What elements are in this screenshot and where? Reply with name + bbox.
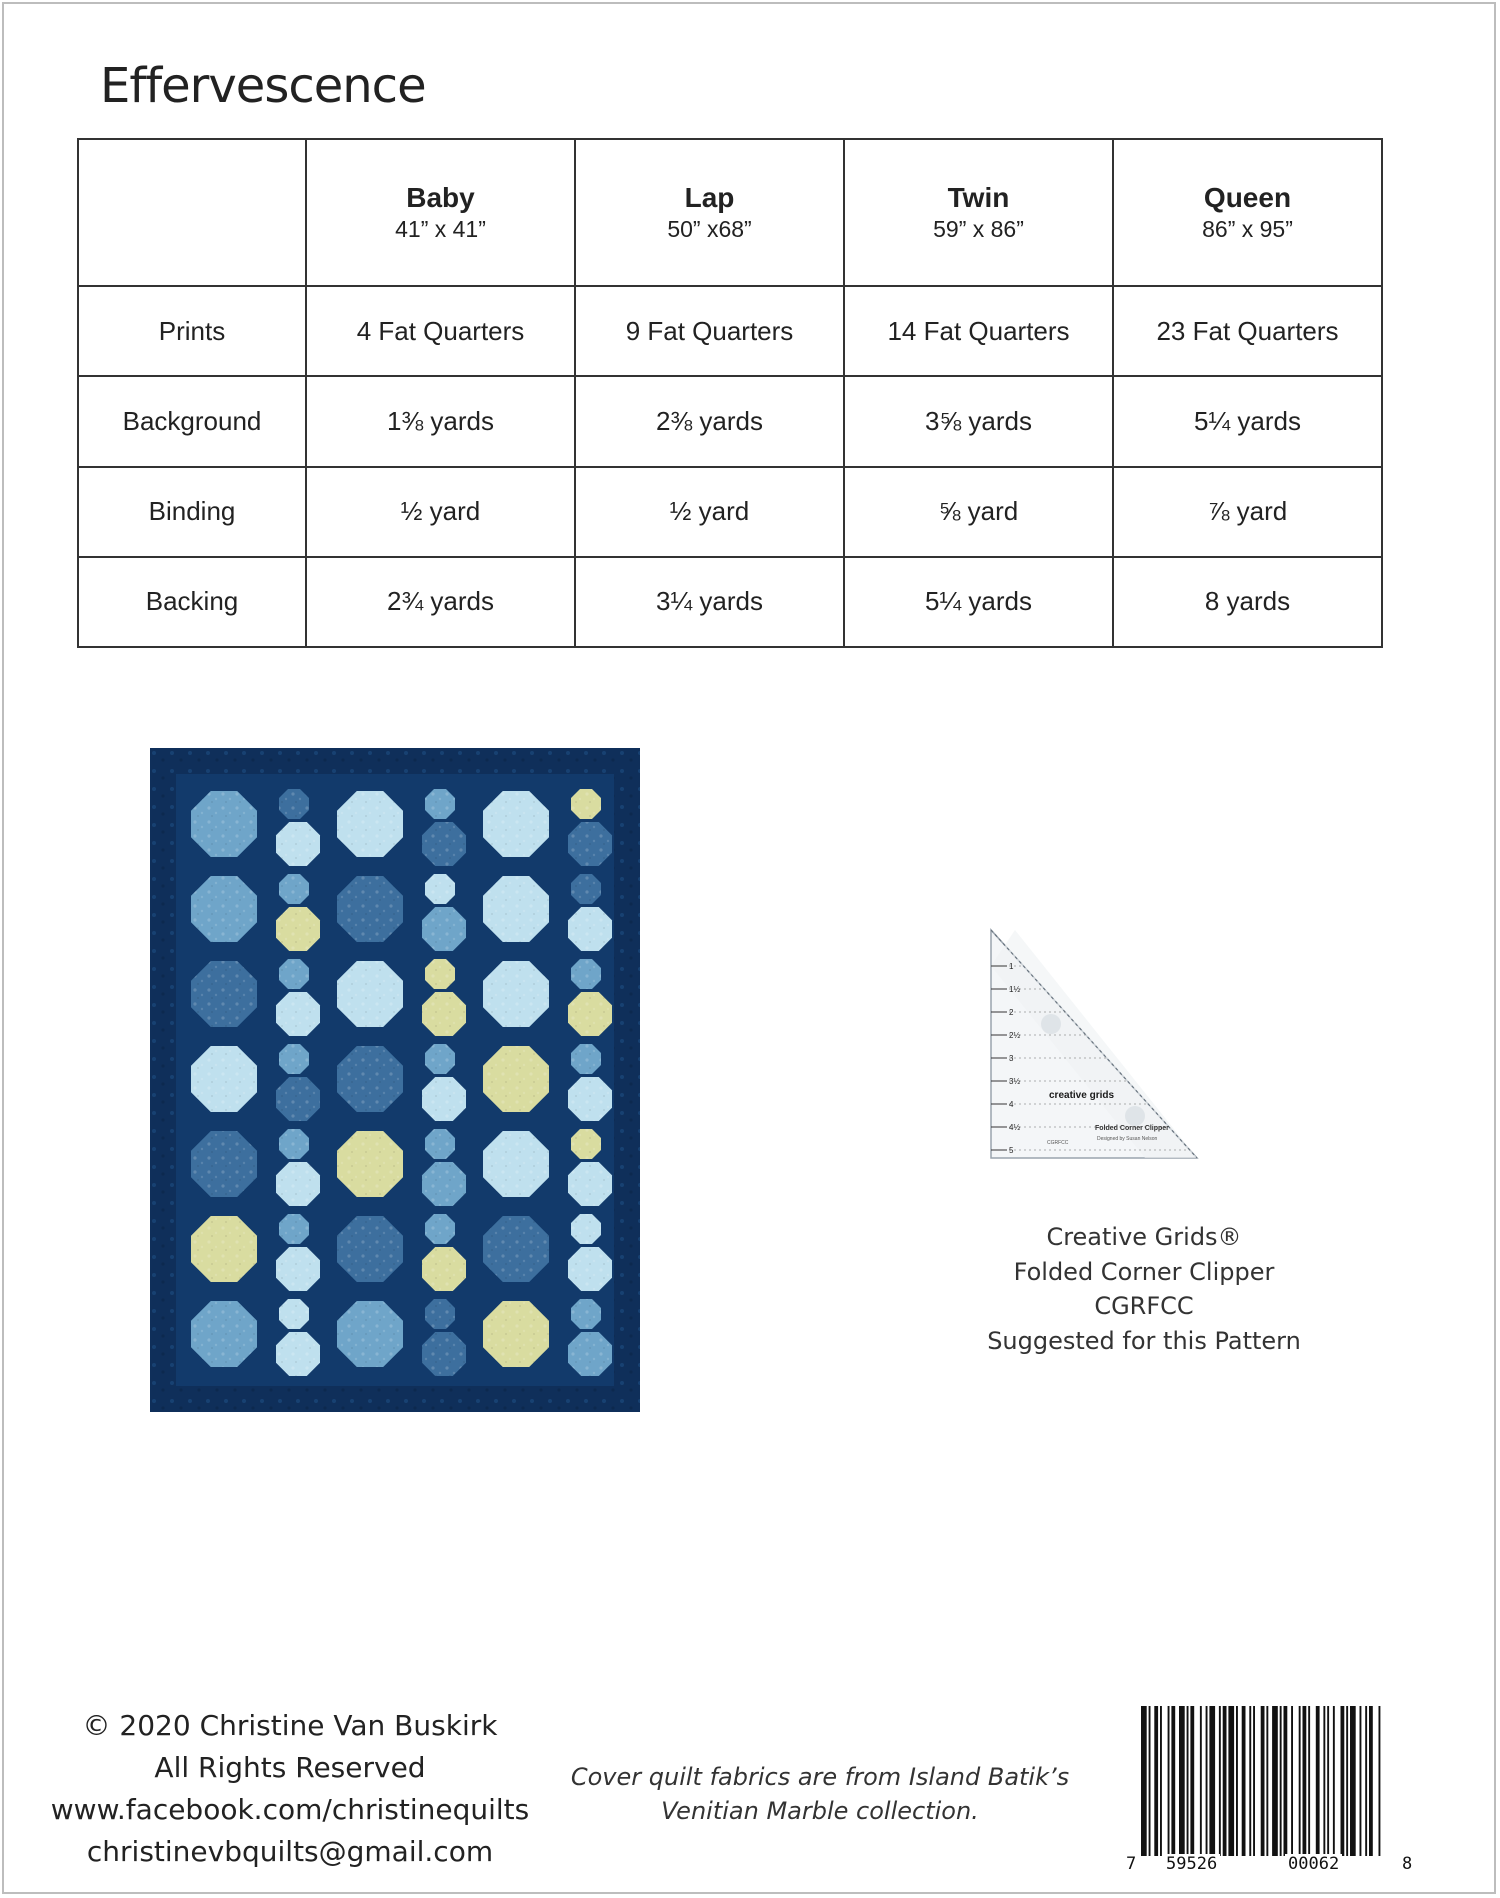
row-label: Backing (78, 557, 306, 647)
table-cell: ⅝ yard (844, 467, 1113, 557)
size-name: Queen (1203, 182, 1292, 214)
contact-email: christinevbquilts@gmail.com (86, 1835, 494, 1868)
table-cell: 23 Fat Quarters (1113, 286, 1382, 376)
barcode-digit-group: 59526 (1163, 1854, 1220, 1874)
size-header-twin (844, 139, 1113, 286)
quilt-small-octagon (571, 959, 601, 989)
barcode (1123, 1702, 1423, 1882)
size-header-queen (1113, 139, 1382, 286)
table-cell: 2¾ yards (306, 557, 575, 647)
barcode-bar (1206, 1706, 1208, 1856)
barcode-bar (1299, 1706, 1301, 1856)
barcode-bar (1350, 1706, 1356, 1856)
quilt-small-octagon (571, 1214, 601, 1244)
barcode-bar (1209, 1706, 1215, 1856)
quilt-small-octagon (571, 1299, 601, 1329)
table-header-row (78, 139, 1382, 286)
quilt-large-octagon (337, 791, 403, 857)
quilt-large-octagon (483, 791, 549, 857)
ruler-tick-label: 3 (1009, 1054, 1014, 1063)
barcode-digit-group: 8 (1399, 1854, 1415, 1874)
barcode-bar (1160, 1706, 1162, 1856)
quilt-small-octagon (425, 1129, 455, 1159)
ruler-tick-label: 4 (1009, 1100, 1014, 1109)
quilt-small-octagon (425, 1044, 455, 1074)
barcode-bar (1149, 1706, 1151, 1856)
facebook-url: www.facebook.com/christinequilts (50, 1793, 530, 1826)
barcode-bar (1187, 1706, 1189, 1856)
ruler-caption (960, 1220, 1328, 1358)
table-cell: 2⅜ yards (575, 376, 844, 466)
quilt-large-octagon (191, 1131, 257, 1197)
barcode-bar (1200, 1706, 1202, 1856)
quilt-large-octagon (191, 876, 257, 942)
barcode-bar (1379, 1706, 1381, 1856)
barcode-bar (1308, 1706, 1310, 1856)
size-dimensions: 50” x68” (667, 216, 752, 243)
quilt-small-octagon (279, 874, 309, 904)
barcode-bar (1228, 1706, 1234, 1856)
barcode-bar (1327, 1706, 1329, 1856)
table-row-binding (78, 467, 1382, 557)
table-cell: 3⅝ yards (844, 376, 1113, 466)
barcode-digits (1123, 1854, 1423, 1878)
table-cell: ½ yard (575, 467, 844, 557)
table-row-backing (78, 557, 1382, 647)
size-name: Lap (684, 182, 735, 214)
quilt-large-octagon (191, 1216, 257, 1282)
ruler-code: CGRFCC (1047, 1140, 1069, 1146)
barcode-bar (1242, 1706, 1246, 1856)
ruler-product-label: Folded Corner Clipper (1095, 1125, 1169, 1132)
quilt-small-octagon (425, 874, 455, 904)
folded-corner-clipper-ruler (985, 926, 1205, 1162)
row-label: Prints (78, 286, 306, 376)
quilt-small-octagon (279, 789, 309, 819)
quilt-large-octagon (191, 1301, 257, 1367)
barcode-bar (1369, 1706, 1373, 1856)
barcode-bar (1223, 1706, 1227, 1856)
table-cell: 14 Fat Quarters (844, 286, 1113, 376)
row-label: Binding (78, 467, 306, 557)
barcode-bar (1141, 1706, 1147, 1856)
fabric-note-line: Venitian Marble collection. (661, 1797, 979, 1825)
quilt-small-octagon (279, 1214, 309, 1244)
table-cell: ½ yard (306, 467, 575, 557)
table-cell: 8 yards (1113, 557, 1382, 647)
barcode-bar (1360, 1706, 1362, 1856)
barcode-bar (1291, 1706, 1293, 1856)
barcode-bar (1261, 1706, 1265, 1856)
barcode-bar (1219, 1706, 1221, 1856)
ruler-caption-line: Suggested for this Pattern (987, 1326, 1301, 1355)
table-cell: 1⅜ yards (306, 376, 575, 466)
ruler-tick-label: 1½ (1009, 985, 1021, 994)
fabric-note-line: Cover quilt fabrics are from Island Batik’s (570, 1763, 1070, 1791)
size-name: Twin (947, 182, 1010, 214)
table-cell: ⅞ yard (1113, 467, 1382, 557)
size-header-lap (575, 139, 844, 286)
barcode-digit-group: 00062 (1285, 1854, 1342, 1874)
quilt-small-octagon (425, 1299, 455, 1329)
page-title: Effervescence (100, 58, 426, 114)
quilt-small-octagon (279, 1129, 309, 1159)
barcode-bar (1303, 1706, 1307, 1856)
barcode-bars (1123, 1702, 1423, 1862)
quilt-large-octagon (337, 1216, 403, 1282)
fabric-note (560, 1760, 1080, 1828)
quilt-large-octagon (191, 791, 257, 857)
fabric-requirements-table (77, 138, 1383, 648)
ruler-designer: Designed by Susan Nelson (1097, 1136, 1158, 1142)
barcode-bar (1190, 1706, 1194, 1856)
ruler-hole (1041, 1014, 1061, 1034)
quilt-large-octagon (483, 1046, 549, 1112)
table-cell: 3¼ yards (575, 557, 844, 647)
quilt-large-octagon (483, 1301, 549, 1367)
quilt-large-octagon (483, 876, 549, 942)
ruler-tick-label: 2½ (1009, 1031, 1021, 1040)
quilt-small-octagon (571, 1044, 601, 1074)
barcode-bar (1284, 1706, 1288, 1856)
rights-line: All Rights Reserved (154, 1751, 426, 1784)
barcode-bar (1236, 1706, 1238, 1856)
quilt-small-octagon (571, 789, 601, 819)
ruler-tick-label: 5 (1009, 1146, 1014, 1155)
ruler-caption-line: CGRFCC (1094, 1292, 1194, 1320)
barcode-bar (1323, 1706, 1325, 1856)
barcode-bar (1266, 1706, 1268, 1856)
barcode-bar (1365, 1706, 1367, 1856)
barcode-bar (1168, 1706, 1170, 1856)
quilt-small-octagon (425, 959, 455, 989)
barcode-bar (1280, 1706, 1282, 1856)
quilt-small-octagon (571, 874, 601, 904)
row-label: Background (78, 376, 306, 466)
quilt-large-octagon (337, 1301, 403, 1367)
quilt-illustration (150, 748, 640, 1412)
table-corner-cell (78, 139, 306, 286)
quilt-small-octagon (571, 1129, 601, 1159)
copyright-block (40, 1705, 540, 1873)
table-cell: 9 Fat Quarters (575, 286, 844, 376)
barcode-bar (1179, 1706, 1185, 1856)
barcode-bar (1333, 1706, 1335, 1856)
quilt-large-octagon (337, 876, 403, 942)
quilt-small-octagon (425, 789, 455, 819)
size-dimensions: 41” x 41” (395, 216, 486, 243)
barcode-bar (1249, 1706, 1251, 1856)
ruler-tick-label: 4½ (1009, 1123, 1021, 1132)
ruler-tick-label: 3½ (1009, 1077, 1021, 1086)
quilt-large-octagon (191, 1046, 257, 1112)
quilt-small-octagon (279, 1044, 309, 1074)
ruler-image (985, 926, 1205, 1162)
barcode-bar (1154, 1706, 1158, 1856)
barcode-digit-group: 7 (1123, 1854, 1139, 1874)
ruler-caption-line: Creative Grids® (1046, 1223, 1242, 1251)
table-cell: 5¼ yards (844, 557, 1113, 647)
quilt-large-octagon (191, 961, 257, 1027)
barcode-bar (1171, 1706, 1175, 1856)
table-row-background (78, 376, 1382, 466)
quilt-image (150, 748, 640, 1412)
table-cell: 5¼ yards (1113, 376, 1382, 466)
quilt-large-octagon (337, 961, 403, 1027)
barcode-bar (1341, 1706, 1345, 1856)
size-dimensions: 86” x 95” (1202, 216, 1293, 243)
size-name: Baby (406, 182, 475, 214)
quilt-small-octagon (425, 1214, 455, 1244)
barcode-bar (1316, 1706, 1320, 1856)
quilt-large-octagon (337, 1046, 403, 1112)
quilt-large-octagon (483, 1131, 549, 1197)
quilt-large-octagon (337, 1131, 403, 1197)
copyright-line: © 2020 Christine Van Buskirk (82, 1709, 498, 1742)
quilt-small-octagon (279, 1299, 309, 1329)
quilt-small-octagon (279, 959, 309, 989)
table-row-prints (78, 286, 1382, 376)
ruler-brand: creative grids (1049, 1090, 1115, 1101)
ruler-hole (1125, 1106, 1145, 1126)
ruler-caption-line: Folded Corner Clipper (1013, 1257, 1275, 1286)
barcode-bar (1346, 1706, 1348, 1856)
quilt-large-octagon (483, 1216, 549, 1282)
ruler-tick-label: 1 (1009, 962, 1014, 971)
ruler-tick-label: 2 (1009, 1008, 1014, 1017)
size-dimensions: 59” x 86” (933, 216, 1024, 243)
size-header-baby (306, 139, 575, 286)
barcode-bar (1272, 1706, 1278, 1856)
quilt-large-octagon (483, 961, 549, 1027)
table-cell: 4 Fat Quarters (306, 286, 575, 376)
barcode-bar (1253, 1706, 1255, 1856)
